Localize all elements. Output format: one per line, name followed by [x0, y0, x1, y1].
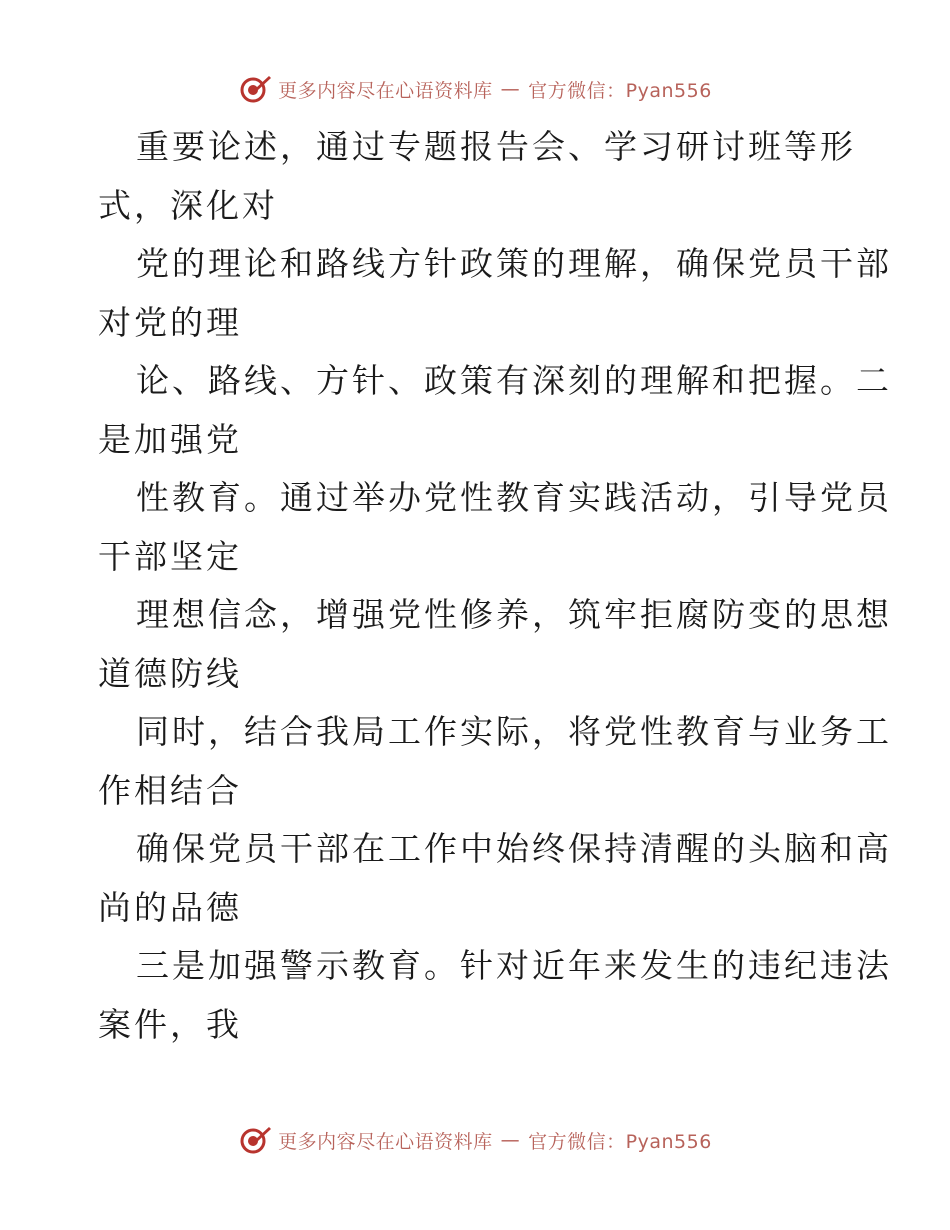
- watermark-wechat: 官方微信：Pyan556: [528, 1130, 712, 1153]
- logo-icon: [238, 72, 272, 106]
- logo-icon: [238, 1123, 272, 1157]
- text-line: 案件，我: [98, 1004, 242, 1044]
- text-line: 尚的品德: [98, 887, 242, 927]
- watermark-dash: —: [500, 1129, 521, 1151]
- text-line: 性教育。通过举办党性教育实践活动，引导党员: [136, 478, 892, 517]
- watermark-text: 更多内容尽在心语资料库: [278, 79, 493, 102]
- text-line: 作相结合: [98, 770, 242, 810]
- text-line: 是加强党: [98, 419, 242, 459]
- document-body: [98, 118, 892, 1054]
- watermark-text: 更多内容尽在心语资料库: [278, 1130, 493, 1153]
- text-line: 三是加强警示教育。针对近年来发生的违纪违法: [136, 946, 892, 985]
- text-line: 道德防线: [98, 653, 242, 693]
- text-line: 同时，结合我局工作实际，将党性教育与业务工: [136, 712, 892, 751]
- text-line: 对党的理: [98, 302, 242, 342]
- text-line: 式，深化对: [98, 185, 278, 225]
- header-watermark: [0, 72, 950, 106]
- text-line: 党的理论和路线方针政策的理解，确保党员干部: [136, 244, 892, 283]
- text-line: 干部坚定: [98, 536, 242, 576]
- watermark-wechat: 官方微信：Pyan556: [528, 79, 712, 102]
- text-line: 论、路线、方针、政策有深刻的理解和把握。二: [136, 361, 892, 400]
- watermark-dash: —: [500, 78, 521, 100]
- footer-watermark: [0, 1123, 950, 1157]
- text-line: 理想信念，增强党性修养，筑牢拒腐防变的思想: [136, 595, 892, 634]
- text-line: 重要论述，通过专题报告会、学习研讨班等形: [136, 127, 856, 166]
- text-line: 确保党员干部在工作中始终保持清醒的头脑和高: [136, 829, 892, 868]
